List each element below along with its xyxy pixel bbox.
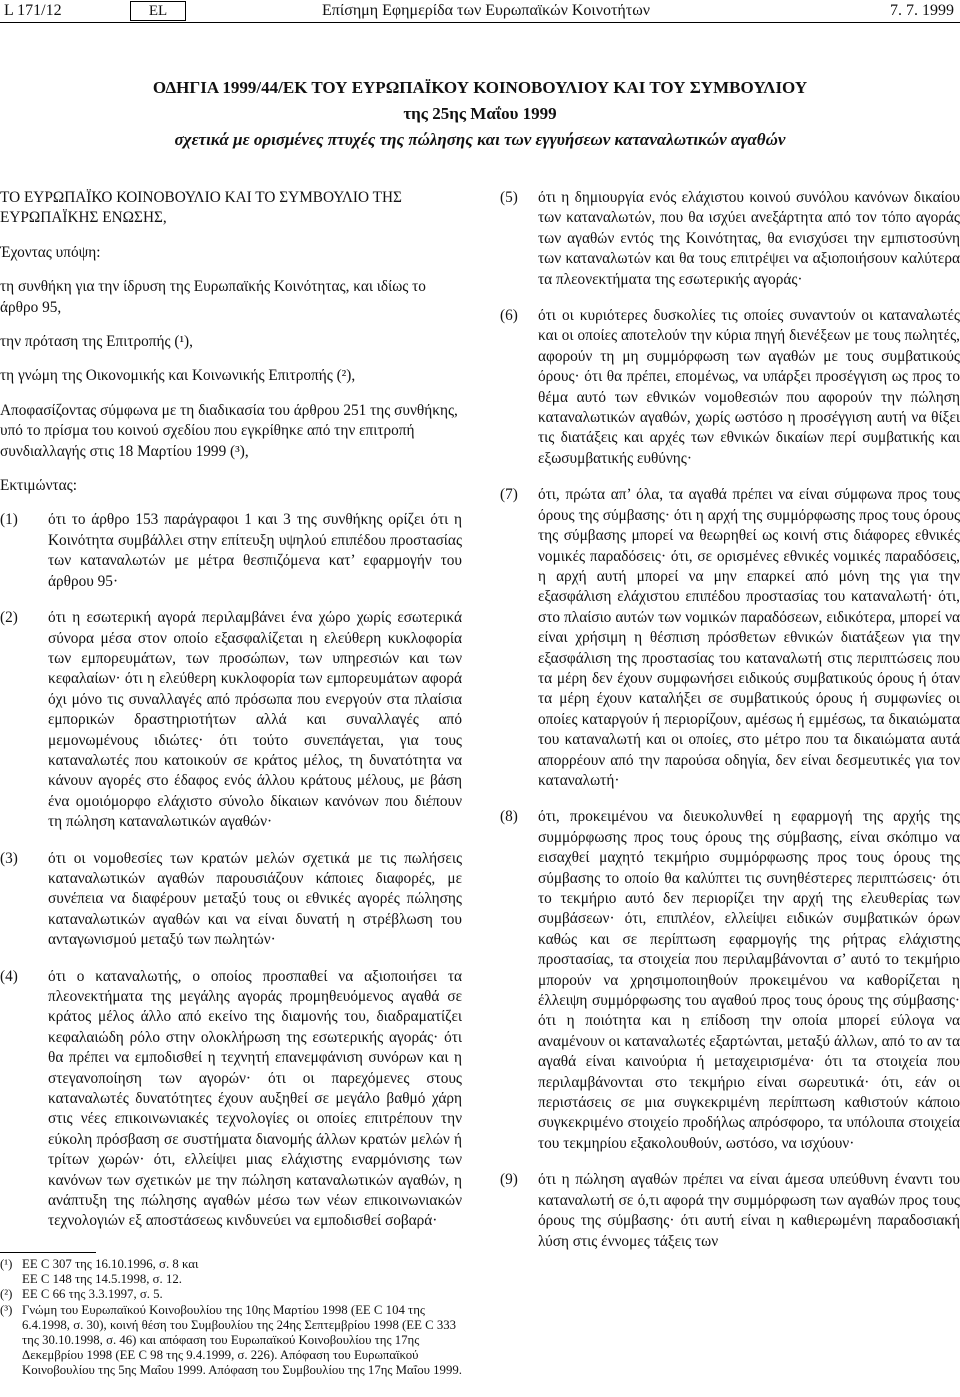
language-box: EL [130, 1, 186, 21]
page-number: L 171/12 [4, 2, 62, 19]
footnote-mark: (²) [0, 1287, 13, 1302]
page-header [0, 0, 960, 24]
header-rule [0, 22, 960, 23]
recital-number: (5) [500, 189, 518, 206]
directive-subject: σχετικά με ορισμένες πτυχές της πώλησης και των εγγυήσεων καταναλωτικών αγαθών [174, 130, 786, 149]
issue-date: 7. 7. 1999 [890, 2, 954, 19]
directive-date: της 25ης Μαΐου 1999 [403, 104, 557, 123]
footnote-1 [0, 1257, 462, 1272]
recital-4 [0, 967, 462, 1232]
footnote-3 [0, 1303, 462, 1379]
footnote-rule [0, 1252, 96, 1253]
recital-5 [500, 188, 960, 290]
recital-text: ότι, πρώτα απ’ όλα, τα αγαθά πρέπει να είναι σύμφωνα προς τους όρους της σύμβασης· ότι η αρχή της συμμόρφωσης προς τους όρους της σύμβασης μπορεί να θεωρηθεί ως κοινή στις διάφορες εθνικές νομικές παραδόσεις· ότι, σε ορισμένες εθνικές νομικές παραδόσεις, η αρχή αυτή μπορεί να μην επαρκεί από μόνη της για την εξασφάλιση ελάχιστου επιπέδου προστασίας του καταναλωτή· ότι, στο πλαίσιο αυτών των νομικών παραδόσεων, ειδικότερα, μπορεί να είναι χρήσιμη η θέσπιση πρόσθετων εθνικών διατάξεων για την εξασφάλιση της προστασίας του καταναλωτή στις περιπτώσεις που τα μέρη δεν έχουν συμφωνήσει ειδικούς συμβατικούς όρους ή όταν τα μέρη έχουν καταλήξει σε συμβατικούς όρους ή συμφωνίες οι οποίες καταργούν ή περιορίζουν, αμέσως ή εμμέσως, τα δικαιώματα του καταναλωτή και οι οποίες, στο μέτρο που τα δικαιώματα αυτά απορρέουν από την παρούσα οδηγία, δεν είναι δεσμευτικές για τον καταναλωτή· [538, 486, 960, 789]
footnote-text: ΕΕ C 307 της 16.10.1996, σ. 8 και [22, 1257, 199, 1271]
recital-7 [500, 485, 960, 791]
recital-number: (9) [500, 1171, 518, 1189]
recital-3 [0, 849, 462, 951]
proposal-citation: την πρόταση της Επιτροπής (¹), [0, 333, 193, 351]
opinion-citation: τη γνώμη της Οικονομικής και Κοινωνικής Επιτροπής (²), [0, 367, 356, 385]
recital-number: (2) [0, 609, 18, 627]
left-column [0, 188, 462, 1248]
recital-text: ότι η εσωτερική αγορά περιλαμβάνει ένα χώρο χωρίς εσωτερικά σύνορα μέσα στον οποίο εξασφαλίζεται η ελεύθερη κυκλοφορία των εμπορευμάτων, των προσώπων, των υπηρεσιών και των κεφαλαίων· ότι η ελεύθερη κυκλοφορία των εμπορευμάτων αφορά όχι μόνο τις συναλλαγές από πρόσωπα που ενεργούν στα πλαίσια εμπορικών δραστηριοτήτων αλλά και συναλλαγές από μεμονωμένους ιδιώτες· ότι τούτο συνεπάγεται, για τους καταναλωτές που κατοικούν σε κράτος μέλος, τη δυνατότητα να κάνουν αγορές στο έδαφος ενός άλλου κράτους μέλους, με βάση ένα ομοιόμορφο ελάχιστο σύνολο δίκαιων κανόνων που διέπουν τη πώληση καταναλωτικών αγαθών· [48, 609, 462, 831]
recital-number: (6) [500, 307, 518, 325]
recital-number: (8) [500, 808, 518, 826]
recital-text: ότι το άρθρο 153 παράγραφοι 1 και 3 της συνθήκης ορίζει ότι η Κοινότητα συμβάλλει στην επίτευξη υψηλού επιπέδου προστασίας των καταναλωτών με μέτρα θεσπιζόμενα κατ’ εφαρμογήν του άρθρου 95· [48, 511, 462, 590]
recital-2 [0, 608, 462, 832]
footnote-1-cont [0, 1272, 462, 1287]
right-column [500, 188, 960, 1268]
treaty-citation: τη συνθήκη για την ίδρυση της Ευρωπαϊκής Κοινότητας, και ιδίως το άρθρο 95, [0, 278, 426, 316]
recital-text: ότι ο καταναλωτής, ο οποίος προσπαθεί να αξιοποιήσει τα πλεονεκτήματα της μεγάλης αγοράς προμηθευόμενος αγαθά σε κράτος μέλος άλλο από εκείνο της διαμονής του, διαδραματίζει κεφαλαιώδη ρόλο στην ολοκλήρωση της εσωτερικής αγοράς· ότι θα πρέπει να εμποδισθεί η τεχνητή επανεμφάνιση συνόρων και η στεγανοποίηση των αγορών· ότι οι παρεχόμενες στους καταναλωτές δυνατότητες έχουν αυξηθεί σε μεγάλο βαθμό χάρη στις νέες επικοινωνιακές τεχνολογίες οι οποίες επιτρέπουν την εύκολη πρόσβαση σε συστήματα διανομής άλλων κρατών μελών ή τρίτων χωρών· ότι, ελλείψει μιας ελάχιστης εναρμόνισης των κανόνων των σχετικών με την πώληση καταναλωτικών αγαθών, η ανάπτυξη της πώλησης αγαθών μέσω των νέων επικοινωνιακών τεχνολογιών εξ αποστάσεως κινδυνεύει να εμποδισθεί σοβαρά· [48, 967, 462, 1230]
footnote-2 [0, 1287, 462, 1302]
recital-6 [500, 306, 960, 469]
recital-1 [0, 510, 462, 592]
recital-number: (1) [0, 511, 18, 529]
whereas-heading: Εκτιμώντας: [0, 477, 77, 495]
recital-text: ότι η πώληση αγαθών πρέπει να είναι άμεσα υπεύθυνη έναντι του καταναλωτή σε ό,τι αφορά την συμμόρφωση των αγαθών προς τους όρους της σύμβασης· ότι αυτή είναι η καθιερωμένη παραδοσιακή λύση στις έννομες τάξεις των [538, 1171, 960, 1250]
acting-paragraph: Αποφασίζοντας σύμφωνα με τη διαδικασία του άρθρου 251 της συνθήκης, υπό το πρίσμα του κοινού σχεδίου που εγκρίθηκε από την επιτροπή συνδιαλλαγής στις 18 Μαρτίου 1999 (³), [0, 401, 458, 460]
recital-9 [500, 1170, 960, 1252]
journal-title: Επίσημη Εφημερίδα των Ευρωπαϊκών Κοινοτήτων [322, 2, 650, 19]
footnote-text: Γνώμη του Ευρωπαϊκού Κοινοβουλίου της 10ης Μαρτίου 1998 (ΕΕ C 104 της 6.4.1998, σ. 30), κοινή θέση του Συμβουλίου της 24ης Σεπτεμβρίου 1998 (ΕΕ C 333 της 30.10.1998, σ. 46) και απόφαση του Ευρωπαϊκού Κοινοβουλίου της 17ης Δεκεμβρίου 1998 (ΕΕ C 98 της 9.4.1999, σ. 226). Απόφαση του Ευρωπαϊκού Κοινοβουλίου της 5ης Μαΐου 1999. Απόφαση του Συμβουλίου της 17ης Μαΐου 1999. [22, 1302, 462, 1378]
recital-text: ότι οι κυριότερες δυσκολίες τις οποίες συναντούν οι καταναλωτές και οι οποίες αποτελούν την κύρια πηγή διενέξεων με τους πωλητές, αφορούν τη μη συμμόρφωση των αγαθών με τους συμβατικούς όρους· ότι θα πρέπει, επομένως, να υπάρξει προσέγγιση ως προς το θέμα αυτό των εθνικών νομοθεσιών που αφορούν την πώληση καταναλωτικών αγαθών, χωρίς ωστόσο η προσέγγιση αυτή να θίξει τις διατάξεις και αρχές των εθνικών δικαίων περί συμβατικής και εξωσυμβατικής ευθύνης· [538, 307, 960, 467]
footnote-mark: (³) [0, 1302, 13, 1317]
recital-text: ότι, προκειμένου να διευκολυνθεί η εφαρμογή της αρχής της συμμόρφωσης προς τους όρους της σύμβασης, είναι σκόπιμο να εισαχθεί μαχητό τεκμήριο συμμόρφωσης προς τους όρους της σύμβασης το οποίο θα καλύπτει τις συνηθέστερες περιπτώσεις· ότι το τεκμήριο αυτό δεν περιορίζει την αρχή της ελευθερίας των συμβάσεων· ότι, επιπλέον, ελλείψει ειδικών συμβατικών όρων καθώς και σε περίπτωση εφαρμογής της ρήτρας ελάχιστης προστασίας, τα στοιχεία που περιλαμβάνονται σ’ αυτό το τεκμήριο μπορούν να χρησιμοποιηθούν προκειμένου να καθορίζεται η έλλειψη συμμόρφωσης του αγαθού προς τους όρους της σύμβασης· ότι η ποιότητα και η επίδοση την οποία μπορεί εύλογα να αναμένουν οι καταναλωτές εξαρτώνται, μεταξύ άλλων, από το αν τα αγαθά είναι καινούρια ή μεταχειρισμένα· ότι τα στοιχεία που περιλαμβάνονται στο τεκμήριο είναι σωρευτικά· ότι, εάν οι περιστάσεις σε μια συγκεκριμένη περίπτωση καθιστούν κάποιο συγκεκριμένο στοιχείο προδήλως απρόσφορο, τα υπόλοιπα στοιχεία του τεκμηρίου εξακολουθούν, ωστόσο, να ισχύουν· [538, 808, 960, 1152]
directive-title: ΟΔΗΓΙΑ 1999/44/ΕΚ ΤΟΥ ΕΥΡΩΠΑΪΚΟΥ ΚΟΙΝΟΒΟΥΛΙΟΥ ΚΑΙ ΤΟΥ ΣΥΜΒΟΥΛΙΟΥ [152, 78, 808, 97]
footnote-text: ΕΕ C 148 της 14.5.1998, σ. 12. [22, 1272, 182, 1287]
recital-text: ότι οι νομοθεσίες των κρατών μελών σχετικά με τις πωλήσεις καταναλωτικών αγαθών παρουσιάζουν κάποιες διαφορές, με συνέπεια να διαφέρουν μεταξύ τους οι εθνικές αγορές πώλησης καταναλωτικών αγαθών και να είναι δυνατή η στρέβλωση του ανταγωνισμού μεταξύ των πωλητών· [48, 849, 462, 949]
recital-number: (4) [0, 967, 18, 985]
having-regard: Έχοντας υπόψη: [0, 243, 101, 261]
recital-number: (3) [0, 849, 18, 867]
footnotes [0, 1252, 462, 1379]
recital-8 [500, 807, 960, 1154]
recital-number: (7) [500, 486, 518, 504]
recital-text: ότι η δημιουργία ενός ελάχιστου κοινού συνόλου κανόνων δικαίου των καταναλωτών, που θα ισχύει ανεξάρτητα από τον τόπο αγοράς των αγαθών εντός της Κοινότητας, θα ενισχύσει την εμπιστοσύνη των καταναλωτών και θα τους επιτρέψει να αξιοποιήσουν καλύτερα τα πλεονεκτήματα της εσωτερικής αγοράς· [538, 189, 960, 288]
footnote-mark: (¹) [0, 1257, 13, 1271]
footnote-text: ΕΕ C 66 της 3.3.1997, σ. 5. [22, 1287, 163, 1302]
intro-paragraph: ΤΟ ΕΥΡΩΠΑΪΚΟ ΚΟΙΝΟΒΟΥΛΙΟ ΚΑΙ ΤΟ ΣΥΜΒΟΥΛΙΟ ΤΗΣ ΕΥΡΩΠΑΪΚΗΣ ΕΝΩΣΗΣ, [0, 189, 402, 227]
